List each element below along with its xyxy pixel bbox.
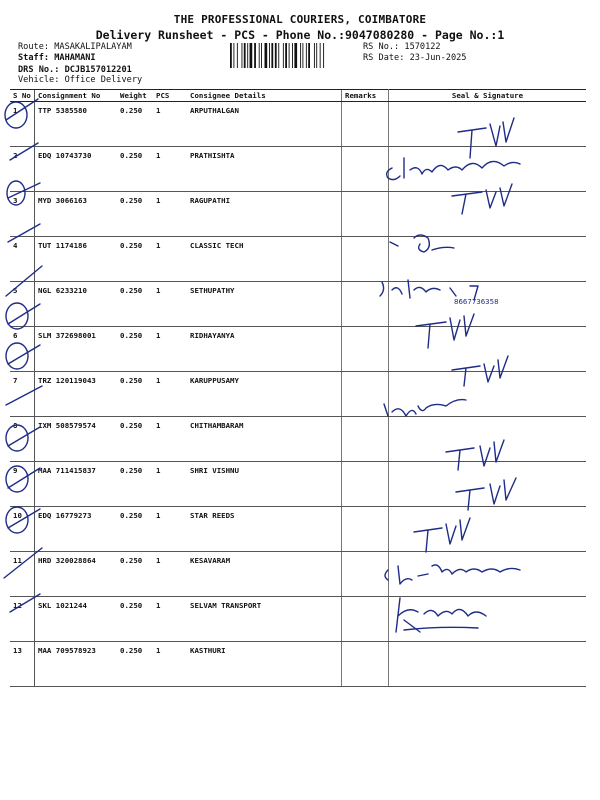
row-sno: 9 (10, 462, 35, 507)
row-weight: 0.250 (117, 597, 153, 642)
row-sno: 1 (10, 102, 35, 147)
row-pcs: 1 (153, 507, 187, 552)
table-row (10, 102, 586, 147)
row-sno: 13 (10, 642, 35, 687)
row-weight: 0.250 (117, 147, 153, 192)
row-consignment-no: SKL 1021244 (35, 597, 118, 642)
row-consignee: SETHUPATHY (187, 282, 342, 327)
col-header-consignment: Consignment No (35, 90, 118, 102)
row-weight: 0.250 (117, 462, 153, 507)
row-signature (389, 282, 587, 327)
row-sno: 4 (10, 237, 35, 282)
row-consignment-no: MYD 3066163 (35, 192, 118, 237)
row-pcs: 1 (153, 597, 187, 642)
row-pcs: 1 (153, 642, 187, 687)
row-sno: 8 (10, 417, 35, 462)
table-row (10, 237, 586, 282)
row-consignment-no: TRZ 120119043 (35, 372, 118, 417)
row-consignment-no: MAA 709578923 (35, 642, 118, 687)
row-pcs: 1 (153, 237, 187, 282)
row-signature (389, 642, 587, 687)
table-row (10, 642, 586, 687)
table-row (10, 327, 586, 372)
col-header-consignee: Consignee Details (187, 90, 342, 102)
row-remarks (342, 552, 389, 597)
row-sno: 10 (10, 507, 35, 552)
drs-number: DRS No.: DCJB157012201 (18, 65, 132, 75)
row-weight: 0.250 (117, 417, 153, 462)
row-signature (389, 417, 587, 462)
row-pcs: 1 (153, 102, 187, 147)
row-remarks (342, 327, 389, 372)
table-row (10, 597, 586, 642)
row-remarks (342, 507, 389, 552)
row-pcs: 1 (153, 282, 187, 327)
row-consignment-no: TTP 5385580 (35, 102, 118, 147)
row-consignee: KARUPPUSAMY (187, 372, 342, 417)
row-signature (389, 552, 587, 597)
table-row (10, 147, 586, 192)
row-consignee: SELVAM TRANSPORT (187, 597, 342, 642)
row-remarks (342, 192, 389, 237)
row-signature (389, 102, 587, 147)
row-pcs: 1 (153, 552, 187, 597)
row-pcs: 1 (153, 417, 187, 462)
table-row (10, 417, 586, 462)
row-signature (389, 327, 587, 372)
row-signature (389, 147, 587, 192)
table-row (10, 192, 586, 237)
row-consignee: STAR REEDS (187, 507, 342, 552)
row-weight: 0.250 (117, 642, 153, 687)
row-pcs: 1 (153, 192, 187, 237)
row-sno: 3 (10, 192, 35, 237)
row-consignee: CLASSIC TECH (187, 237, 342, 282)
col-header-sno: S No (10, 90, 35, 102)
table-row (10, 282, 586, 327)
row-signature (389, 462, 587, 507)
row-weight: 0.250 (117, 327, 153, 372)
row-weight: 0.250 (117, 552, 153, 597)
row-remarks (342, 237, 389, 282)
table-header-row (10, 90, 586, 102)
row-remarks (342, 147, 389, 192)
row-consignment-no: TUT 1174186 (35, 237, 118, 282)
row-sno: 11 (10, 552, 35, 597)
row-pcs: 1 (153, 372, 187, 417)
table-row (10, 462, 586, 507)
row-remarks (342, 417, 389, 462)
vehicle-label: Vehicle: Office Delivery (18, 75, 143, 85)
row-weight: 0.250 (117, 192, 153, 237)
row-consignment-no: MAA 711415837 (35, 462, 118, 507)
row-signature (389, 507, 587, 552)
row-signature (389, 597, 587, 642)
col-header-remarks: Remarks (342, 90, 389, 102)
col-header-pcs: PCS (153, 90, 187, 102)
row-consignee: SHRI VISHNU (187, 462, 342, 507)
runsheet-table (10, 89, 586, 687)
row-consignee: KESAVARAM (187, 552, 342, 597)
row-remarks (342, 282, 389, 327)
table-row (10, 507, 586, 552)
row-pcs: 1 (153, 327, 187, 372)
company-title: THE PROFESSIONAL COURIERS, COIMBATORE (173, 13, 427, 26)
row-consignment-no: IXM 508579574 (35, 417, 118, 462)
row-remarks (342, 462, 389, 507)
row-sno: 2 (10, 147, 35, 192)
row-consignee: KASTHURI (187, 642, 342, 687)
row-weight: 0.250 (117, 102, 153, 147)
row-sno: 5 (10, 282, 35, 327)
row-signature (389, 192, 587, 237)
row-weight: 0.250 (117, 507, 153, 552)
row-weight: 0.250 (117, 282, 153, 327)
row-pcs: 1 (153, 147, 187, 192)
barcode-icon (230, 43, 360, 68)
row-consignment-no: NGL 6233210 (35, 282, 118, 327)
row-signature (389, 372, 587, 417)
row-consignee: RIDHAYANYA (187, 327, 342, 372)
row-pcs: 1 (153, 462, 187, 507)
row-remarks (342, 642, 389, 687)
signature-phone-note: 8667736358 (454, 298, 499, 306)
table-row (10, 552, 586, 597)
table-row (10, 372, 586, 417)
row-remarks (342, 597, 389, 642)
row-remarks (342, 102, 389, 147)
row-consignee: CHITHAMBARAM (187, 417, 342, 462)
row-consignee: RAGUPATHI (187, 192, 342, 237)
row-consignment-no: EDQ 10743730 (35, 147, 118, 192)
row-consignee: PRATHISHTA (187, 147, 342, 192)
row-sno: 12 (10, 597, 35, 642)
row-consignee: ARPUTHALGAN (187, 102, 342, 147)
row-consignment-no: HRD 320028864 (35, 552, 118, 597)
row-consignment-no: EDQ 16779273 (35, 507, 118, 552)
runsheet-subtitle: Delivery Runsheet - PCS - Phone No.:9047080280 - Page No.:1 (95, 28, 505, 42)
row-consignment-no: SLM 372698001 (35, 327, 118, 372)
row-remarks (342, 372, 389, 417)
row-signature (389, 237, 587, 282)
row-sno: 6 (10, 327, 35, 372)
staff-label: Staff: MAHAMANI (18, 53, 96, 63)
rs-number: RS No.: 1570122 (363, 42, 441, 52)
row-weight: 0.250 (117, 237, 153, 282)
row-weight: 0.250 (117, 372, 153, 417)
route-label: Route: MASAKALIPALAYAM (18, 42, 132, 52)
col-header-weight: Weight (117, 90, 153, 102)
col-header-signature: Seal & Signature (389, 90, 587, 102)
row-sno: 7 (10, 372, 35, 417)
rs-date: RS Date: 23-Jun-2025 (363, 53, 467, 63)
